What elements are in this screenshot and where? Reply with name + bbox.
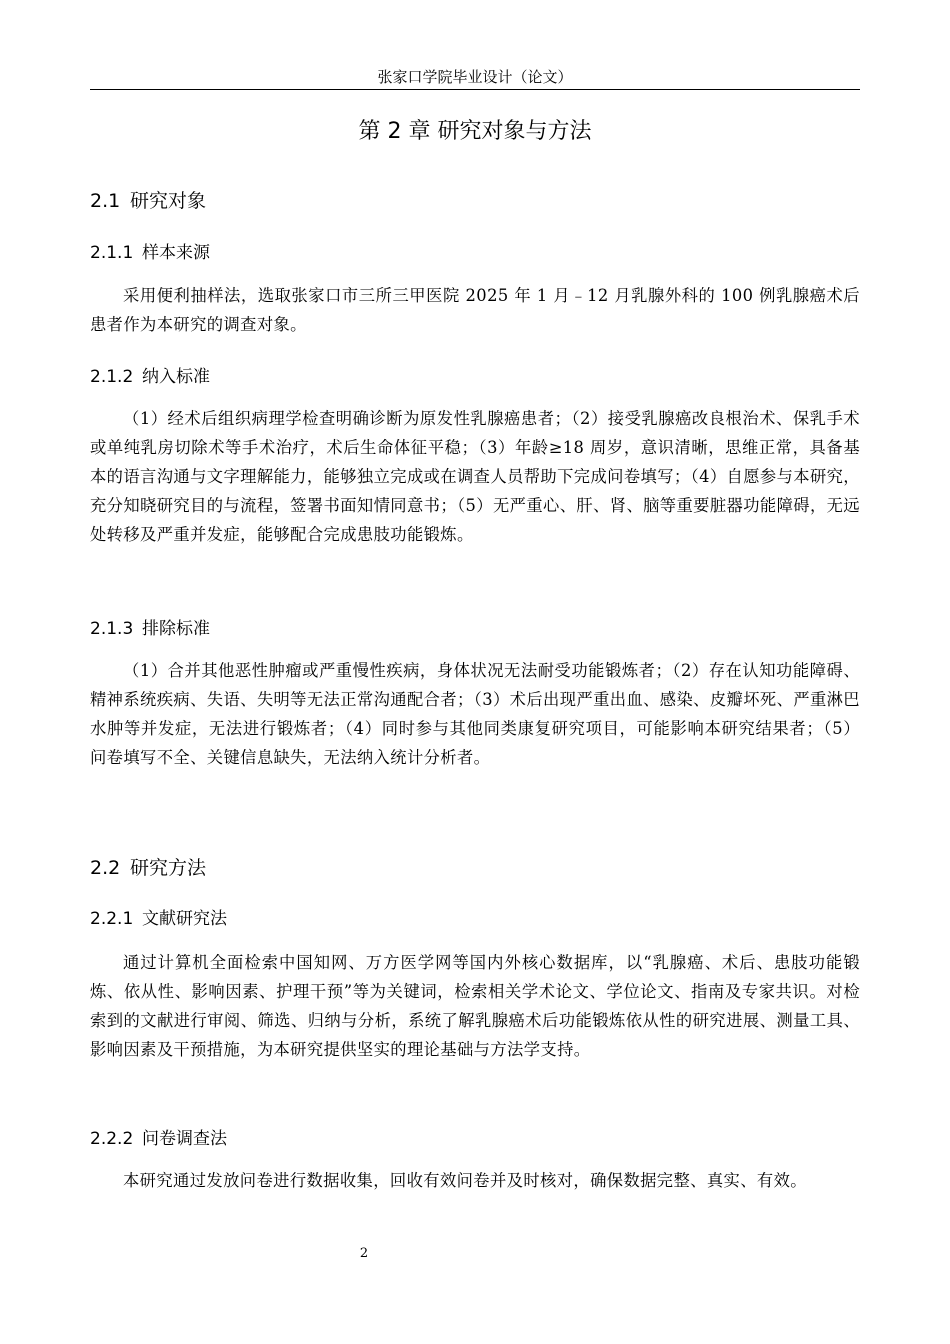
paragraph-sample-source: 采用便利抽样法，选取张家口市三所三甲医院 2025 年 1 月﹣12 月乳腺外科的 100 例乳腺癌术后患者作为本研究的调查对象。 (90, 286, 860, 334)
section-number: 2.2 (90, 857, 121, 879)
chapter-title: 第 2 章 研究对象与方法 (358, 119, 592, 144)
subsection-heading-2-1-1 (90, 242, 210, 264)
subsection-title: 文献研究法 (142, 909, 227, 929)
subsection-heading-2-1-3 (90, 618, 210, 640)
paragraph-exclusion-criteria: （1）合并其他恶性肿瘤或严重慢性疾病，身体状况无法耐受功能锻炼者；（2）存在认知功能障碍、精神系统疾病、失语、失明等无法正常沟通配合者；（3）术后出现严重出血、感染、皮瓣坏死、严重淋巴水肿等并发症，无法进行锻炼者；（4）同时参与其他同类康复研究项目，可能影响本研究结果者；（5）问卷填写不全、关键信息缺失，无法纳入统计分析者。 (90, 661, 860, 767)
document-page (90, 0, 860, 1344)
subsection-heading-2-1-2 (90, 366, 210, 388)
section-heading-2-1 (90, 189, 206, 213)
subsection-number: 2.2.2 (90, 1129, 134, 1149)
section-title: 研究方法 (130, 857, 207, 879)
subsection-number: 2.1.3 (90, 619, 134, 639)
subsection-title: 排除标准 (142, 619, 210, 639)
subsection-heading-2-2-1 (90, 908, 227, 930)
paragraph-inclusion-criteria: （1）经术后组织病理学检查明确诊断为原发性乳腺癌患者；（2）接受乳腺癌改良根治术、保乳手术或单纯乳房切除术等手术治疗，术后生命体征平稳；（3）年龄≥18 周岁，意识清晰，思维正常，具备基本的语言沟通与文字理解能力，能够独立完成或在调查人员帮助下完成问卷填写；（4）自愿参与本研究，充分知晓研究目的与流程，签署书面知情同意书；（5）无严重心、肝、肾、脑等重要脏器功能障碍，无远处转移及严重并发症，能够配合完成患肢功能锻炼。 (90, 409, 860, 544)
subsection-number: 2.1.1 (90, 243, 134, 263)
paragraph-literature-research: 通过计算机全面检索中国知网、万方医学网等国内外核心数据库，以“乳腺癌、术后、患肢功能锻炼、依从性、影响因素、护理干预”等为关键词，检索相关学术论文、学位论文、指南及专家共识。对检索到的文献进行审阅、筛选、归纳与分析，系统了解乳腺癌术后功能锻炼依从性的研究进展、测量工具、影响因素及干预措施，为本研究提供坚实的理论基础与方法学支持。 (90, 953, 860, 1059)
subsection-title: 问卷调查法 (142, 1129, 227, 1149)
paragraph-questionnaire-survey: 本研究通过发放问卷进行数据收集，回收有效问卷并及时核对，确保数据完整、真实、有效。 (123, 1171, 807, 1190)
header-rule (90, 89, 860, 90)
subsection-heading-2-2-2 (90, 1128, 227, 1150)
section-title: 研究对象 (130, 190, 207, 212)
section-heading-2-2 (90, 856, 206, 880)
subsection-number: 2.2.1 (90, 909, 134, 929)
subsection-title: 纳入标准 (142, 367, 210, 387)
section-number: 2.1 (90, 190, 121, 212)
subsection-number: 2.1.2 (90, 367, 134, 387)
page-number: 2 (359, 1246, 369, 1261)
subsection-title: 样本来源 (142, 243, 210, 263)
running-header: 张家口学院毕业设计（论文） (377, 68, 573, 86)
